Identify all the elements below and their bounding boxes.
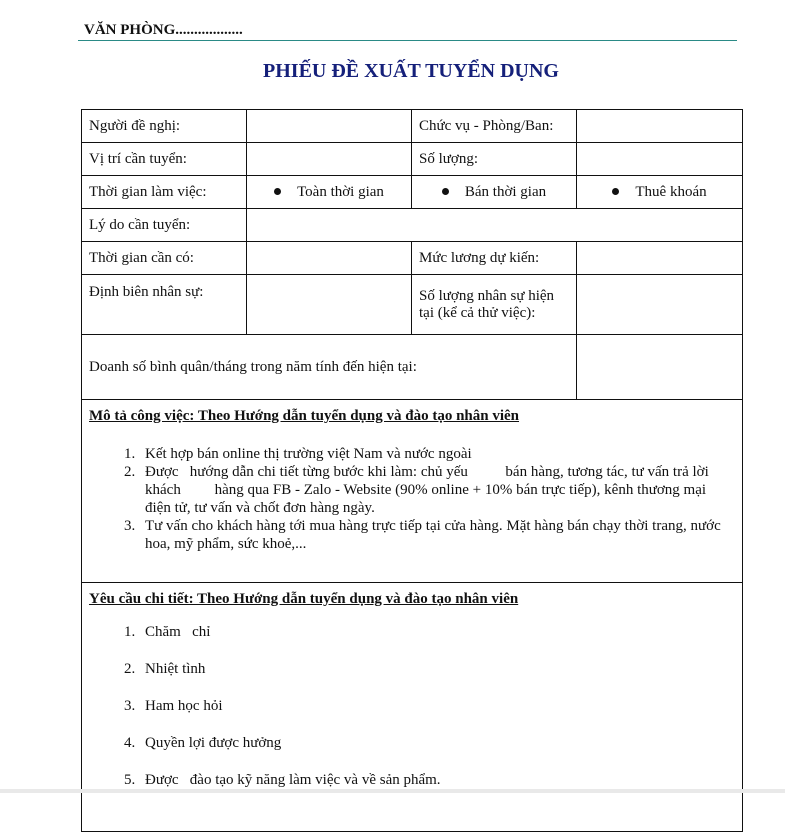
position-dept-field[interactable] (577, 110, 743, 143)
recruit-position-field[interactable] (247, 143, 412, 176)
headcount-plan-field[interactable] (247, 275, 412, 335)
work-time-option-parttime[interactable] (412, 176, 577, 209)
list-item: 5. Được đào tạo kỹ năng làm việc và về sản phẩm. (139, 771, 735, 789)
form-row-job-description (82, 400, 743, 583)
list-item: 3. Ham học hỏi (139, 697, 735, 715)
recruitment-form-table (81, 109, 743, 832)
quantity-label: Số lượng: (412, 143, 577, 176)
expected-salary-field[interactable] (577, 242, 743, 275)
bullet-icon (442, 188, 449, 195)
reason-label: Lý do cần tuyển: (82, 209, 247, 242)
bullet-icon (274, 188, 281, 195)
position-dept-label: Chức vụ - Phòng/Ban: (412, 110, 577, 143)
list-item: 1. Chăm chỉ (139, 623, 735, 641)
job-description-list (89, 445, 735, 553)
bullet-icon (612, 188, 619, 195)
quantity-field[interactable] (577, 143, 743, 176)
document-title: PHIẾU ĐỀ XUẤT TUYỂN DỤNG (263, 60, 559, 82)
recruit-position-label: Vị trí cần tuyển: (82, 143, 247, 176)
headcount-plan-label: Định biên nhân sự: (82, 275, 247, 335)
office-header: VĂN PHÒNG.................. (84, 22, 243, 38)
requester-label: Người đề nghị: (82, 110, 247, 143)
job-description-section (82, 400, 743, 583)
header-divider (78, 40, 737, 41)
viewer-bottom-edge (0, 789, 785, 793)
list-item: 3. Tư vấn cho khách hàng tới mua hàng trực tiếp tại cửa hàng. Mặt hàng bán chạy thời trang, nước hoa, mỹ phẩm, sức khoẻ,... (139, 517, 735, 553)
needed-by-label: Thời gian cần có: (82, 242, 247, 275)
job-description-title: Mô tả công việc: Theo Hướng dẫn tuyển dụng và đào tạo nhân viên (89, 408, 520, 424)
reason-field[interactable] (247, 209, 743, 242)
list-item: 2. Được hướng dẫn chi tiết từng bước khi làm: chủ yếu bán hàng, tương tác, tư vấn trả lời khách hàng qua FB - Zalo - Website (90% online + 10% bán trực tiếp), kênh thương mại điện tử, tư vấn và chốt đơn hàng ngày. (139, 463, 735, 517)
expected-salary-label: Mức lương dự kiến: (412, 242, 577, 275)
list-item: 2. Nhiệt tình (139, 660, 735, 678)
form-row-requester (82, 110, 743, 143)
form-row-avg-sales (82, 335, 743, 400)
option-label: Thuê khoán (635, 183, 707, 200)
list-item: 1. Kết hợp bán online thị trường việt Nam và nước ngoài (139, 445, 735, 463)
current-headcount-field[interactable] (577, 275, 743, 335)
form-row-work-time (82, 176, 743, 209)
requirements-section (82, 583, 743, 832)
option-label: Bán thời gian (464, 183, 547, 200)
requirements-list (89, 623, 735, 789)
current-headcount-label: Số lượng nhân sự hiện tại (kể cả thử việc): (412, 275, 577, 335)
avg-sales-field[interactable] (577, 335, 743, 400)
work-time-label: Thời gian làm việc: (82, 176, 247, 209)
form-row-headcount (82, 275, 743, 335)
form-row-requirements (82, 583, 743, 832)
requester-field[interactable] (247, 110, 412, 143)
work-time-option-fulltime[interactable] (247, 176, 412, 209)
form-row-needed-by (82, 242, 743, 275)
option-label: Toàn thời gian (297, 183, 384, 200)
avg-sales-label: Doanh số bình quân/tháng trong năm tính đến hiện tại: (82, 335, 577, 400)
form-row-position (82, 143, 743, 176)
requirements-title: Yêu cầu chi tiết: Theo Hướng dẫn tuyển dụng và đào tạo nhân viên (89, 591, 519, 607)
list-item: 4. Quyền lợi được hưởng (139, 734, 735, 752)
work-time-option-contract[interactable] (577, 176, 743, 209)
form-row-reason (82, 209, 743, 242)
needed-by-field[interactable] (247, 242, 412, 275)
